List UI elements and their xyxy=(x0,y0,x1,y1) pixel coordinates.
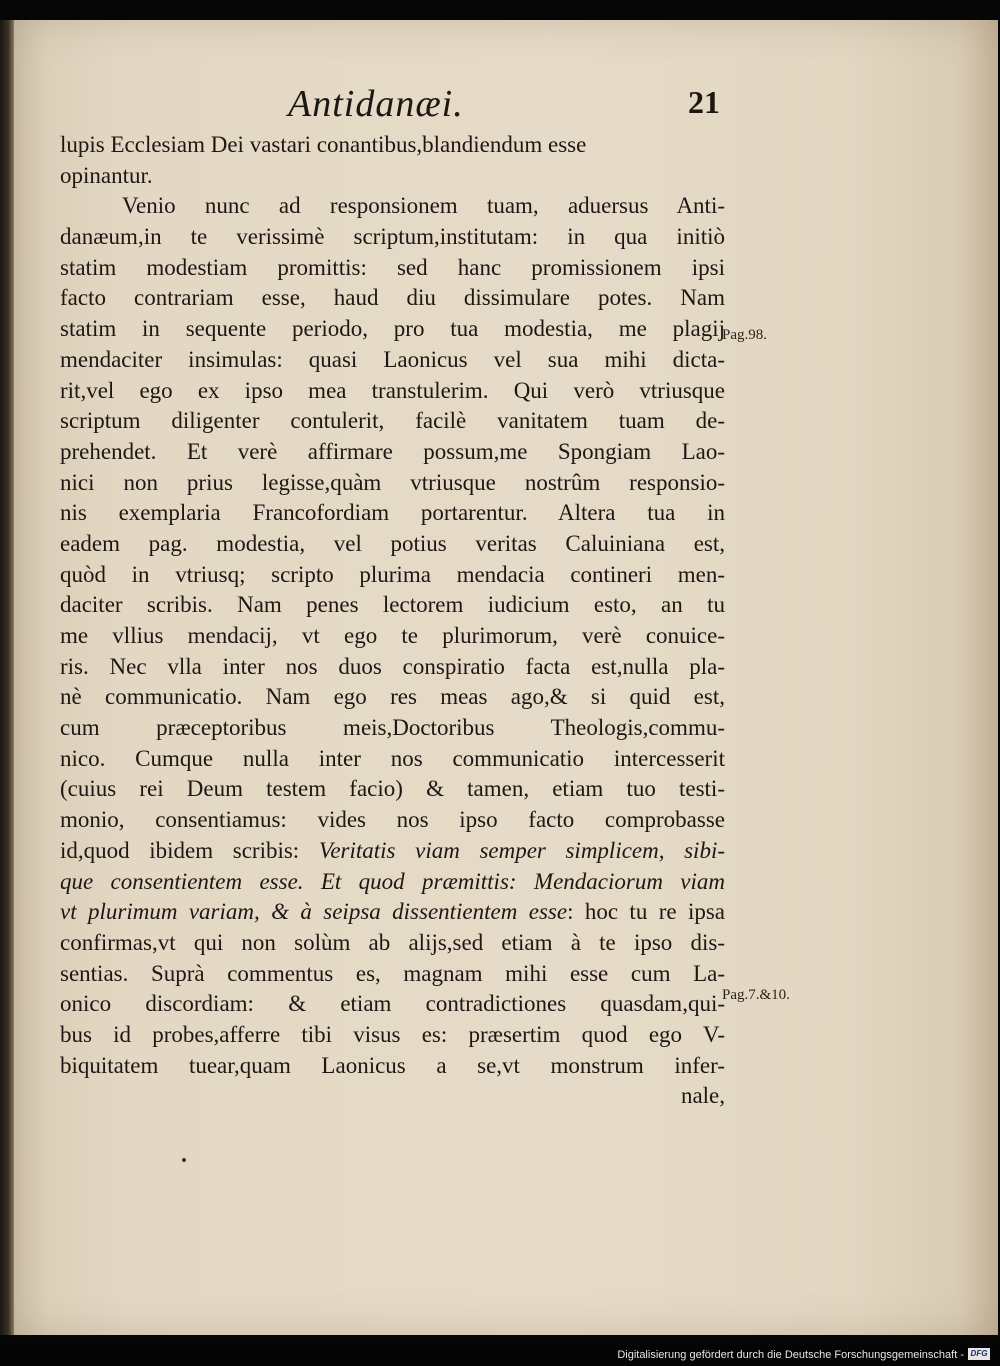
text-line: cum præceptoribus meis,Doctoribus Theologis,commu- xyxy=(60,715,725,741)
ink-dot xyxy=(182,1158,186,1162)
text-line: ris. Nec vlla inter nos duos conspiratio facta est,nulla pla- xyxy=(60,653,725,679)
text-line xyxy=(60,897,725,928)
italic-quote: vt plurimum variam, & à seipsa dissentientem esse xyxy=(60,899,568,925)
text-line: nis exemplaria Francofordiam portarentur. Altera tua in xyxy=(60,500,725,526)
text-line: sentias. Suprà commentus es, magnam mihi esse cum La- xyxy=(60,960,725,986)
text-line xyxy=(60,867,725,898)
text-segment: : hoc tu re ipsa xyxy=(567,899,726,925)
text-line: statim in sequente periodo, pro tua modestia, me plagij xyxy=(60,316,725,342)
page-gutter xyxy=(0,20,14,1335)
text-line: bus id probes,afferre tibi visus es: præsertim quod ego V- xyxy=(60,1021,725,1047)
text-line: rit,vel ego ex ipso mea transtulerim. Qui verò vtriusque xyxy=(60,377,725,403)
text-line: eadem pag. modestia, vel potius veritas Caluiniana est, xyxy=(60,530,725,556)
text-line: nici non prius legisse,quàm vtriusque nostrûm responsio- xyxy=(60,469,725,495)
text-line: statim modestiam promittis: sed hanc promissionem ipsi xyxy=(60,254,725,280)
text-line: Venio nunc ad responsionem tuam, aduersus Anti- xyxy=(122,193,725,219)
running-head xyxy=(280,82,720,128)
text-line: lupis Ecclesiam Dei vastari conantibus,blandiendum esse xyxy=(60,132,587,157)
text-line xyxy=(60,836,725,867)
text-segment: id,quod ibidem scribis: xyxy=(60,837,300,863)
text-line: (cuius rei Deum testem facio) & tamen, etiam tuo testi- xyxy=(60,776,725,802)
text-line: monio, consentiamus: vides nos ipso facto comprobasse xyxy=(60,807,725,833)
text-line: prehendet. Et verè affirmare possum,me Spongiam Lao- xyxy=(60,438,725,464)
page-number: 21 xyxy=(688,84,720,120)
text-line: onico discordiam: & etiam contradictiones quasdam,qui- xyxy=(60,991,725,1017)
text-line: mendaciter insimulas: quasi Laonicus vel sua mihi dicta- xyxy=(60,346,725,372)
dfg-logo-icon: DFG xyxy=(968,1348,990,1360)
text-line: quòd in vtriusq; scripto plurima mendacia contineri men- xyxy=(60,561,725,587)
text-line: biquitatem tuear,quam Laonicus a se,vt monstrum infer- xyxy=(60,1052,725,1078)
text-line: facto contrariam esse, haud diu dissimulare potes. Nam xyxy=(60,285,725,311)
text-line: daciter scribis. Nam penes lectorem iudicium esto, an tu xyxy=(60,592,725,618)
margin-note: Pag.98. xyxy=(722,327,767,343)
text-line: scriptum diligenter contulerit, facilè vanitatem tuam de- xyxy=(60,408,725,434)
italic-quote: Mendaciorum viam xyxy=(533,868,725,894)
catchword: nale, xyxy=(680,1083,725,1109)
body-text xyxy=(60,130,725,1112)
running-head-title: Antidanæi. xyxy=(288,83,464,125)
italic-quote: Veritatis viam semper simplicem, sibi- xyxy=(318,837,725,863)
text-line: nico. Cumque nulla inter nos communicatio intercesserit xyxy=(60,745,725,771)
footer-credit: Digitalisierung gefördert durch die Deutsche Forschungsgemeinschaft - xyxy=(617,1349,964,1361)
text-line: opinantur. xyxy=(60,162,153,188)
text-line: me vllius mendacij, vt ego te plurimorum, verè conuice- xyxy=(60,623,725,648)
text-line: danæum,in te verissimè scriptum,institutam: in qua initiò xyxy=(60,224,725,250)
text-line: confirmas,vt qui non solùm ab alijs,sed etiam à te ipso dis- xyxy=(60,929,725,955)
italic-quote: que consentientem esse. Et quod præmittis: xyxy=(60,868,517,894)
margin-note: Pag.7.&10. xyxy=(722,987,790,1003)
text-line: nè communicatio. Nam ego res meas ago,& si quid est, xyxy=(60,684,725,710)
